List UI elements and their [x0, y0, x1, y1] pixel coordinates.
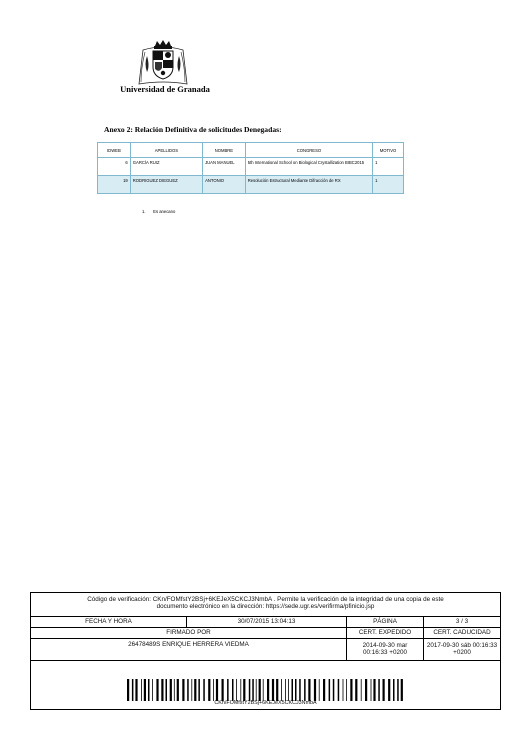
- table-row: [98, 176, 404, 194]
- fecha-value: 30/07/2015 13:04:13: [186, 617, 346, 628]
- cert-expedido-value: [346, 639, 423, 661]
- barcode-image: [127, 679, 403, 701]
- university-name: Universidad de Granada: [120, 84, 210, 94]
- motive-list: [142, 209, 175, 214]
- signer-values-row: [31, 638, 500, 661]
- cell-apellidos: RODRIGUEZ DIEGUEZ: [130, 176, 202, 194]
- fecha-label: FECHA Y HORA: [85, 618, 132, 626]
- table-header-row: [98, 143, 404, 158]
- cell-motivo: 1: [373, 158, 404, 176]
- firmado-label: FIRMADO POR: [166, 629, 211, 637]
- verification-notice: [31, 593, 500, 616]
- cert-caducidad-label: CERT. CADUCIDAD: [423, 628, 500, 639]
- cell-nombre: ANTONIO: [203, 176, 246, 194]
- barcode-text: CKn/FOMfstY2BSj+6KEJeX5CKCJ3NmbA: [214, 700, 317, 706]
- cell-idweb: 6: [98, 158, 131, 176]
- column-header-apellidos: APELLIDOS: [130, 143, 202, 158]
- table-row: [98, 158, 404, 176]
- pagina-label: PÁGINA: [346, 617, 423, 628]
- electronic-signature-box: [30, 592, 501, 710]
- cell-congreso: 5th International School on Biological Crystallization BIBC2015: [245, 158, 372, 176]
- cert-caducidad-date: 2017-09-30 sáb 00:16:33: [426, 642, 498, 650]
- denied-applications-table: [97, 142, 404, 194]
- cell-nombre: JUAN MANUEL: [203, 158, 246, 176]
- cell-idweb: 19: [98, 176, 131, 194]
- cert-expedido-time: 00:16:33 +0200: [363, 649, 407, 656]
- cert-expedido-date: 2014-09-30 mar: [362, 642, 408, 650]
- pagina-value: 3 / 3: [423, 617, 500, 628]
- column-header-idweb: IDWEB: [98, 143, 131, 158]
- verification-line-2: documento electrónico en la dirección: https://sede.ugr.es/verifirma/pfinicio.jsp: [156, 603, 375, 611]
- cert-expedido-label: CERT. EXPEDIDO: [346, 628, 423, 639]
- motive-number: 1.: [142, 209, 146, 214]
- column-header-motivo: MOTIVO: [373, 143, 404, 158]
- column-header-nombre: NOMBRE: [203, 143, 246, 158]
- motive-text: Es anecano: [153, 209, 176, 214]
- university-coat-of-arms-logo: [135, 40, 191, 86]
- cell-motivo: 1: [373, 176, 404, 194]
- annex-title: Anexo 2: Relación Definitiva de solicitudes Denegadas:: [104, 125, 282, 134]
- cell-apellidos: GARCÍA RUIZ: [130, 158, 202, 176]
- cert-caducidad-value: [423, 639, 500, 661]
- column-header-congreso: CONGRESO: [245, 143, 372, 158]
- cert-caducidad-time: +0200: [453, 649, 471, 656]
- cell-congreso: Resolución Estructural Mediante Difracción de RX: [245, 176, 372, 194]
- verification-line-1: Código de verificación: CKn/FOMfstY2BSj+6KEJeX5CKCJ3NmbA . Permite la verificación de la integridad de una copia de este: [87, 596, 444, 603]
- signer-name: 26478489S ENRIQUE HERRERA VIEDMA: [128, 641, 249, 648]
